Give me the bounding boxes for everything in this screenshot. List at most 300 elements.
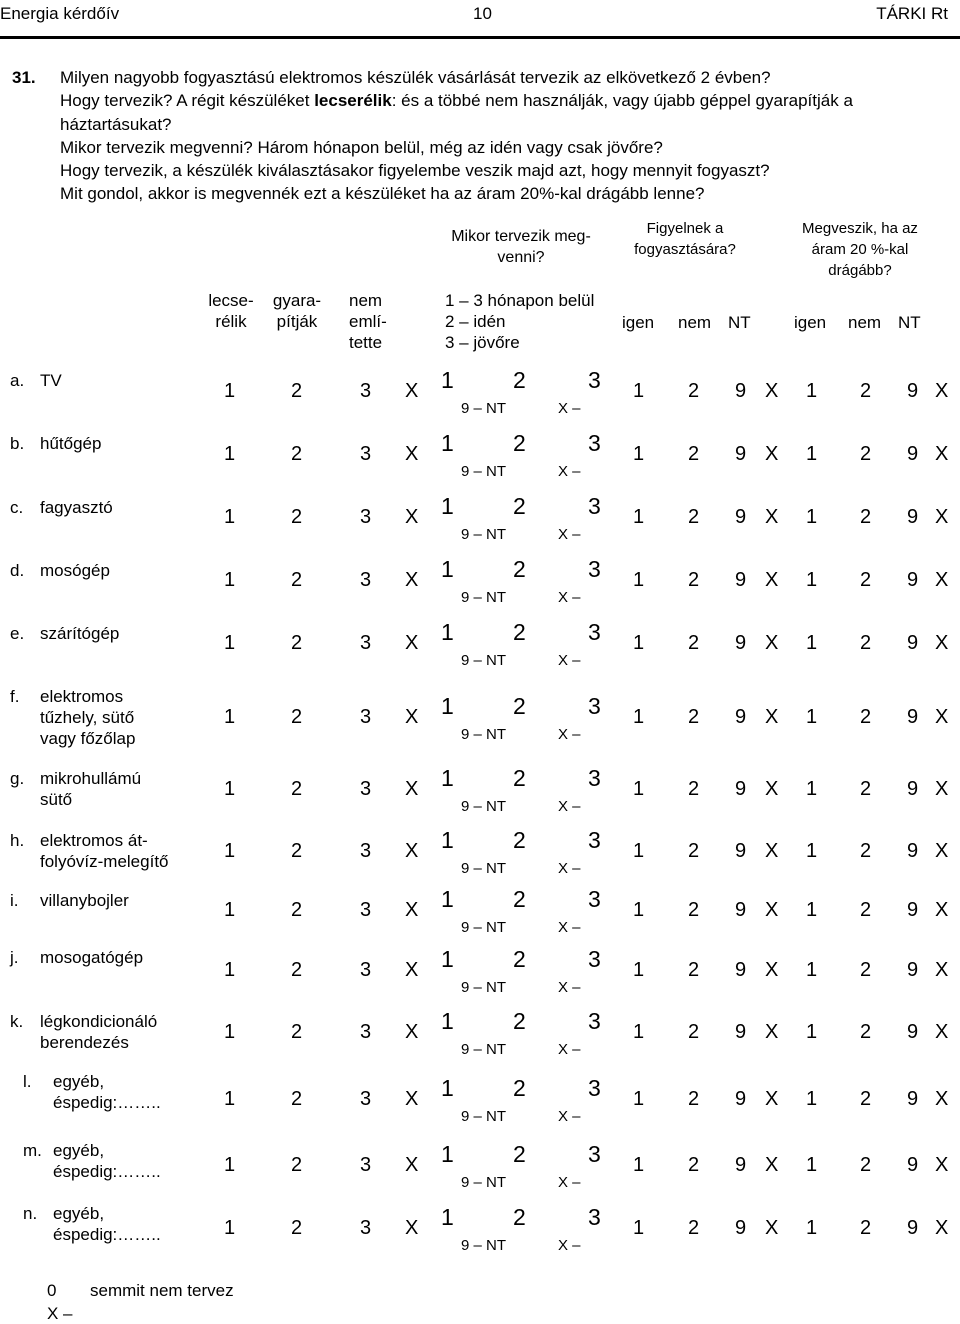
question-text (12, 66, 853, 206)
code-add[interactable]: 2 (291, 959, 303, 981)
when-code-3[interactable]: 3 (588, 493, 601, 519)
row-item-name: légkondicionáló (40, 1012, 158, 1031)
row-label-line (10, 768, 141, 789)
when-option: 2 – idén (445, 312, 506, 331)
col-header-line: Mikor tervezik meg- (451, 228, 591, 245)
when-code-x[interactable]: X – (558, 1108, 581, 1125)
code-replace[interactable]: 1 (224, 959, 236, 981)
when-code-x[interactable]: X – (558, 860, 581, 877)
consumption-code-x[interactable]: X (765, 899, 779, 921)
row-item-name: hűtőgép (40, 434, 102, 453)
row-letter: g. (10, 769, 25, 788)
code-not-mentioned[interactable]: 3 (360, 1088, 372, 1110)
col-header-line: rélik (215, 312, 247, 331)
when-code-nt[interactable]: 9 – NT (461, 860, 507, 877)
when-code-3[interactable]: 3 (588, 886, 601, 912)
col-header-pricier (780, 218, 940, 281)
when-code-1[interactable]: 1 (441, 556, 454, 582)
code-add[interactable]: 2 (291, 380, 303, 402)
question-line: Mit gondol, akkor is megvennék ezt a készüléket ha az áram 20%-kal drágább lenne? (60, 184, 705, 204)
consumption-code-nt[interactable]: 9 (735, 1154, 747, 1176)
row-label-line (10, 433, 101, 454)
when-code-3[interactable]: 3 (588, 1075, 601, 1101)
code-none[interactable]: X (405, 506, 419, 528)
code-replace[interactable]: 1 (224, 899, 236, 921)
code-none[interactable]: X (405, 1021, 419, 1043)
consumption-code-nt[interactable]: 9 (735, 959, 747, 981)
consumption-code-no[interactable]: 2 (688, 778, 700, 800)
consumption-code-x[interactable]: X (765, 1088, 779, 1110)
when-code-2[interactable]: 2 (513, 619, 526, 645)
pricier-code-no[interactable]: 2 (860, 569, 872, 591)
code-add[interactable]: 2 (291, 506, 303, 528)
code-none[interactable]: X (405, 380, 419, 402)
consumption-code-yes[interactable]: 1 (633, 443, 645, 465)
question-bold-word: lecserélik (314, 91, 392, 111)
code-replace[interactable]: 1 (224, 1154, 236, 1176)
row-letter: h. (10, 831, 25, 850)
when-code-3[interactable]: 3 (588, 1008, 601, 1034)
consumption-code-nt[interactable]: 9 (735, 840, 747, 862)
code-not-mentioned[interactable]: 3 (360, 569, 372, 591)
row-label (10, 947, 143, 968)
header-divider (0, 36, 960, 39)
when-code-3[interactable]: 3 (588, 1141, 601, 1167)
when-code-1[interactable]: 1 (441, 619, 454, 645)
when-code-1[interactable]: 1 (441, 946, 454, 972)
col-header-not-mentioned (333, 290, 419, 353)
when-code-2[interactable]: 2 (513, 430, 526, 456)
when-code-2[interactable]: 2 (513, 765, 526, 791)
when-code-3[interactable]: 3 (588, 765, 601, 791)
when-code-x[interactable]: X – (558, 726, 581, 743)
row-label-line (10, 830, 169, 851)
consumption-nt: NT (728, 313, 751, 332)
pricier-code-nt[interactable]: 9 (907, 632, 919, 654)
when-code-nt[interactable]: 9 – NT (461, 1174, 507, 1191)
pricier-code-x[interactable]: X (935, 632, 949, 654)
row-item-name: egyéb, (53, 1141, 105, 1160)
pricier-code-yes[interactable]: 1 (806, 1217, 818, 1239)
pricier-code-no[interactable]: 2 (860, 1154, 872, 1176)
pricier-code-x[interactable]: X (935, 778, 949, 800)
pricier-code-no[interactable]: 2 (860, 899, 872, 921)
pricier-code-no[interactable]: 2 (860, 632, 872, 654)
when-code-1[interactable]: 1 (441, 1008, 454, 1034)
pricier-code-yes[interactable]: 1 (806, 778, 818, 800)
code-replace[interactable]: 1 (224, 443, 236, 465)
pricier-no: nem (848, 313, 882, 332)
pricier-code-nt[interactable]: 9 (907, 1088, 919, 1110)
consumption-code-x[interactable]: X (765, 443, 779, 465)
consumption-code-yes[interactable]: 1 (633, 569, 645, 591)
when-code-nt[interactable]: 9 – NT (461, 726, 507, 743)
pricier-code-no[interactable]: 2 (860, 778, 872, 800)
col-header-line: drágább? (828, 262, 892, 279)
code-add[interactable]: 2 (291, 840, 303, 862)
code-none[interactable]: X (405, 959, 419, 981)
pricier-code-x[interactable]: X (935, 706, 949, 728)
when-code-1[interactable]: 1 (441, 886, 454, 912)
code-replace[interactable]: 1 (224, 1021, 236, 1043)
code-none[interactable]: X (405, 840, 419, 862)
pricier-code-yes[interactable]: 1 (806, 569, 818, 591)
code-replace[interactable]: 1 (224, 380, 236, 402)
consumption-code-nt[interactable]: 9 (735, 380, 747, 402)
pricier-code-no[interactable]: 2 (860, 706, 872, 728)
code-replace[interactable]: 1 (224, 1088, 236, 1110)
pricier-code-nt[interactable]: 9 (907, 1021, 919, 1043)
pricier-code-x[interactable]: X (935, 380, 949, 402)
code-not-mentioned[interactable]: 3 (360, 778, 372, 800)
consumption-code-x[interactable]: X (765, 506, 779, 528)
when-code-2[interactable]: 2 (513, 693, 526, 719)
code-none[interactable]: X (405, 632, 419, 654)
consumption-code-no[interactable]: 2 (688, 959, 700, 981)
code-none[interactable]: X (405, 778, 419, 800)
code-none[interactable]: X (405, 1154, 419, 1176)
consumption-code-x[interactable]: X (765, 706, 779, 728)
when-code-1[interactable]: 1 (441, 765, 454, 791)
when-code-1[interactable]: 1 (441, 1075, 454, 1101)
consumption-code-no[interactable]: 2 (688, 569, 700, 591)
question-line: Milyen nagyobb fogyasztású elektromos készülék vásárlását tervezik az elkövetkező 2 évben? (60, 68, 771, 87)
when-code-3[interactable]: 3 (588, 367, 601, 393)
code-replace[interactable]: 1 (224, 778, 236, 800)
when-code-1[interactable]: 1 (441, 367, 454, 393)
consumption-code-nt[interactable]: 9 (735, 706, 747, 728)
pricier-code-nt[interactable]: 9 (907, 380, 919, 402)
code-add[interactable]: 2 (291, 899, 303, 921)
code-replace[interactable]: 1 (224, 840, 236, 862)
when-code-nt[interactable]: 9 – NT (461, 589, 507, 606)
when-code-1[interactable]: 1 (441, 693, 454, 719)
when-code-nt[interactable]: 9 – NT (461, 526, 507, 543)
when-code-x[interactable]: X – (558, 979, 581, 996)
consumption-code-no[interactable]: 2 (688, 506, 700, 528)
when-code-nt[interactable]: 9 – NT (461, 652, 507, 669)
when-code-nt[interactable]: 9 – NT (461, 1237, 507, 1254)
pricier-code-nt[interactable]: 9 (907, 569, 919, 591)
when-code-1[interactable]: 1 (441, 1141, 454, 1167)
pricier-code-nt[interactable]: 9 (907, 1217, 919, 1239)
pricier-code-nt[interactable]: 9 (907, 899, 919, 921)
consumption-code-no[interactable]: 2 (688, 1088, 700, 1110)
code-not-mentioned[interactable]: 3 (360, 1217, 372, 1239)
pricier-code-yes[interactable]: 1 (806, 632, 818, 654)
pricier-code-yes[interactable]: 1 (806, 506, 818, 528)
when-code-1[interactable]: 1 (441, 1204, 454, 1230)
when-code-1[interactable]: 1 (441, 430, 454, 456)
col-header-line: lecse- (208, 291, 254, 310)
when-code-nt[interactable]: 9 – NT (461, 1041, 507, 1058)
pricier-code-x[interactable]: X (935, 840, 949, 862)
question-number: 31. (12, 68, 36, 87)
pricier-code-x[interactable]: X (935, 959, 949, 981)
consumption-code-no[interactable]: 2 (688, 1217, 700, 1239)
code-replace[interactable]: 1 (224, 1217, 236, 1239)
row-label-line (23, 1203, 161, 1224)
row-item-name: elektromos át- (40, 831, 148, 850)
consumption-code-nt[interactable]: 9 (735, 1217, 747, 1239)
when-code-2[interactable]: 2 (513, 946, 526, 972)
pricier-code-no[interactable]: 2 (860, 1088, 872, 1110)
row-item-name: mosogatógép (40, 948, 144, 967)
when-code-x[interactable]: X – (558, 1174, 581, 1191)
code-none[interactable]: X (405, 1217, 419, 1239)
row-letter: i. (10, 891, 19, 910)
consumption-code-yes[interactable]: 1 (633, 506, 645, 528)
consumption-code-no[interactable]: 2 (688, 1154, 700, 1176)
when-code-3[interactable]: 3 (588, 693, 601, 719)
row-label-line (10, 623, 119, 644)
pricier-code-no[interactable]: 2 (860, 380, 872, 402)
when-code-nt[interactable]: 9 – NT (461, 798, 507, 815)
pricier-code-x[interactable]: X (935, 1217, 949, 1239)
consumption-code-x[interactable]: X (765, 569, 779, 591)
legend-zero-text: semmit nem tervez (90, 1281, 234, 1300)
col-header-line: gyara- (272, 291, 322, 310)
code-add[interactable]: 2 (291, 778, 303, 800)
consumption-code-no[interactable]: 2 (688, 443, 700, 465)
consumption-code-x[interactable]: X (765, 959, 779, 981)
consumption-code-yes[interactable]: 1 (633, 1217, 645, 1239)
consumption-code-no[interactable]: 2 (688, 706, 700, 728)
when-code-nt[interactable]: 9 – NT (461, 1108, 507, 1125)
code-add[interactable]: 2 (291, 706, 303, 728)
col-header-when-options (445, 290, 594, 353)
consumption-code-x[interactable]: X (765, 1021, 779, 1043)
consumption-code-x[interactable]: X (765, 1217, 779, 1239)
when-code-x[interactable]: X – (558, 652, 581, 669)
code-not-mentioned[interactable]: 3 (360, 506, 372, 528)
code-add[interactable]: 2 (291, 1154, 303, 1176)
when-code-2[interactable]: 2 (513, 1075, 526, 1101)
consumption-code-yes[interactable]: 1 (633, 1154, 645, 1176)
code-not-mentioned[interactable]: 3 (360, 443, 372, 465)
consumption-code-nt[interactable]: 9 (735, 1088, 747, 1110)
when-code-x[interactable]: X – (558, 798, 581, 815)
code-add[interactable]: 2 (291, 1021, 303, 1043)
row-label-line (23, 1071, 161, 1092)
when-code-nt[interactable]: 9 – NT (461, 463, 507, 480)
consumption-code-yes[interactable]: 1 (633, 1088, 645, 1110)
header-left: Energia kérdőív (0, 4, 120, 23)
row-letter: m. (23, 1141, 42, 1160)
when-code-x[interactable]: X – (558, 589, 581, 606)
pricier-code-x[interactable]: X (935, 569, 949, 591)
consumption-code-x[interactable]: X (765, 380, 779, 402)
pricier-code-nt[interactable]: 9 (907, 1154, 919, 1176)
code-add[interactable]: 2 (291, 1217, 303, 1239)
pricier-code-yes[interactable]: 1 (806, 706, 818, 728)
consumption-code-nt[interactable]: 9 (735, 506, 747, 528)
code-none[interactable]: X (405, 569, 419, 591)
pricier-code-no[interactable]: 2 (860, 959, 872, 981)
pricier-code-nt[interactable]: 9 (907, 706, 919, 728)
consumption-code-yes[interactable]: 1 (633, 778, 645, 800)
when-code-1[interactable]: 1 (441, 493, 454, 519)
consumption-code-x[interactable]: X (765, 840, 779, 862)
when-code-x[interactable]: X – (558, 1041, 581, 1058)
consumption-code-yes[interactable]: 1 (633, 899, 645, 921)
consumption-code-no[interactable]: 2 (688, 632, 700, 654)
when-code-3[interactable]: 3 (588, 946, 601, 972)
col-header-line: nem (349, 291, 383, 310)
code-add[interactable]: 2 (291, 443, 303, 465)
row-item-name: egyéb, (53, 1204, 105, 1223)
code-not-mentioned[interactable]: 3 (360, 959, 372, 981)
row-label (10, 497, 113, 518)
when-code-x[interactable]: X – (558, 463, 581, 480)
col-header-line: pítják (276, 312, 318, 331)
pricier-code-no[interactable]: 2 (860, 443, 872, 465)
consumption-code-no[interactable]: 2 (688, 840, 700, 862)
when-code-x[interactable]: X – (558, 400, 581, 417)
pricier-yes: igen (794, 313, 827, 332)
when-code-3[interactable]: 3 (588, 619, 601, 645)
row-label-line: sütő (40, 790, 73, 809)
row-label-line: folyóvíz-melegítő (40, 852, 169, 871)
code-none[interactable]: X (405, 443, 419, 465)
code-none[interactable]: X (405, 706, 419, 728)
consumption-code-nt[interactable]: 9 (735, 1021, 747, 1043)
pricier-code-x[interactable]: X (935, 443, 949, 465)
row-label-line: éspedig:…….. (53, 1162, 161, 1181)
code-none[interactable]: X (405, 1088, 419, 1110)
consumption-code-yes[interactable]: 1 (633, 840, 645, 862)
pricier-code-nt[interactable]: 9 (907, 443, 919, 465)
when-code-x[interactable]: X – (558, 1237, 581, 1254)
code-not-mentioned[interactable]: 3 (360, 706, 372, 728)
when-code-2[interactable]: 2 (513, 556, 526, 582)
consumption-code-yes[interactable]: 1 (633, 959, 645, 981)
question-line: Mikor tervezik megvenni? Három hónapon belül, még az idén vagy csak jövőre? (60, 137, 663, 157)
row-label (10, 686, 135, 749)
pricier-code-no[interactable]: 2 (860, 506, 872, 528)
when-code-nt[interactable]: 9 – NT (461, 400, 507, 417)
when-code-2[interactable]: 2 (513, 827, 526, 853)
consumption-code-nt[interactable]: 9 (735, 443, 747, 465)
pricier-code-no[interactable]: 2 (860, 840, 872, 862)
code-replace[interactable]: 1 (224, 569, 236, 591)
when-code-3[interactable]: 3 (588, 430, 601, 456)
when-code-3[interactable]: 3 (588, 827, 601, 853)
pricier-code-x[interactable]: X (935, 506, 949, 528)
consumption-code-nt[interactable]: 9 (735, 569, 747, 591)
pricier-code-x[interactable]: X (935, 1154, 949, 1176)
when-code-2[interactable]: 2 (513, 493, 526, 519)
code-add[interactable]: 2 (291, 1088, 303, 1110)
row-item-name: mikrohullámú (40, 769, 142, 788)
pricier-code-yes[interactable]: 1 (806, 899, 818, 921)
col-header-line: áram 20 %-kal (811, 241, 909, 258)
header-right: TÁRKI Rt (876, 4, 948, 23)
pricier-code-x[interactable]: X (935, 1021, 949, 1043)
when-code-nt[interactable]: 9 – NT (461, 919, 507, 936)
pricier-code-yes[interactable]: 1 (806, 840, 818, 862)
code-not-mentioned[interactable]: 3 (360, 840, 372, 862)
row-letter: l. (23, 1072, 32, 1091)
consumption-code-no[interactable]: 2 (688, 380, 700, 402)
when-code-x[interactable]: X – (558, 919, 581, 936)
pricier-code-yes[interactable]: 1 (806, 959, 818, 981)
row-letter: c. (10, 498, 24, 517)
row-label-line (10, 1011, 157, 1032)
when-code-2[interactable]: 2 (513, 367, 526, 393)
pricier-code-yes[interactable]: 1 (806, 1088, 818, 1110)
when-code-2[interactable]: 2 (513, 1204, 526, 1230)
consumption-code-yes[interactable]: 1 (633, 380, 645, 402)
code-replace[interactable]: 1 (224, 632, 236, 654)
consumption-code-yes[interactable]: 1 (633, 706, 645, 728)
consumption-code-nt[interactable]: 9 (735, 632, 747, 654)
pricier-code-yes[interactable]: 1 (806, 1021, 818, 1043)
when-code-2[interactable]: 2 (513, 1008, 526, 1034)
row-label-line: berendezés (40, 1033, 129, 1052)
pricier-code-nt[interactable]: 9 (907, 506, 919, 528)
row-item-name: fagyasztó (40, 498, 113, 517)
when-code-3[interactable]: 3 (588, 556, 601, 582)
when-code-nt[interactable]: 9 – NT (461, 979, 507, 996)
code-not-mentioned[interactable]: 3 (360, 1154, 372, 1176)
consumption-code-no[interactable]: 2 (688, 1021, 700, 1043)
row-label-line (10, 686, 135, 707)
consumption-code-yes[interactable]: 1 (633, 1021, 645, 1043)
code-add[interactable]: 2 (291, 632, 303, 654)
code-none[interactable]: X (405, 899, 419, 921)
code-not-mentioned[interactable]: 3 (360, 380, 372, 402)
code-add[interactable]: 2 (291, 569, 303, 591)
when-code-1[interactable]: 1 (441, 827, 454, 853)
pricier-code-yes[interactable]: 1 (806, 443, 818, 465)
pricier-code-no[interactable]: 2 (860, 1021, 872, 1043)
pricier-code-x[interactable]: X (935, 1088, 949, 1110)
code-not-mentioned[interactable]: 3 (360, 899, 372, 921)
code-replace[interactable]: 1 (224, 506, 236, 528)
row-label-line: vagy főzőlap (40, 729, 136, 748)
pricier-code-yes[interactable]: 1 (806, 1154, 818, 1176)
pricier-code-yes[interactable]: 1 (806, 380, 818, 402)
row-letter: j. (10, 948, 19, 967)
when-code-3[interactable]: 3 (588, 1204, 601, 1230)
code-replace[interactable]: 1 (224, 706, 236, 728)
question-line: Hogy tervezik, a készülék kiválasztásakor figyelembe veszik majd azt, hogy mennyit fogyaszt? (60, 161, 770, 181)
when-code-x[interactable]: X – (558, 526, 581, 543)
consumption-code-yes[interactable]: 1 (633, 632, 645, 654)
pricier-code-nt[interactable]: 9 (907, 959, 919, 981)
consumption-code-nt[interactable]: 9 (735, 778, 747, 800)
pricier-code-x[interactable]: X (935, 899, 949, 921)
row-item-name: egyéb, (53, 1072, 105, 1091)
consumption-code-x[interactable]: X (765, 632, 779, 654)
when-code-2[interactable]: 2 (513, 1141, 526, 1167)
pricier-code-no[interactable]: 2 (860, 1217, 872, 1239)
consumption-code-nt[interactable]: 9 (735, 899, 747, 921)
consumption-code-x[interactable]: X (765, 1154, 779, 1176)
consumption-code-x[interactable]: X (765, 778, 779, 800)
pricier-code-nt[interactable]: 9 (907, 840, 919, 862)
code-not-mentioned[interactable]: 3 (360, 632, 372, 654)
row-letter: a. (10, 371, 25, 390)
code-not-mentioned[interactable]: 3 (360, 1021, 372, 1043)
when-code-2[interactable]: 2 (513, 886, 526, 912)
pricier-code-nt[interactable]: 9 (907, 778, 919, 800)
row-item-name: TV (40, 371, 62, 390)
consumption-code-no[interactable]: 2 (688, 899, 700, 921)
row-label-line (10, 890, 129, 911)
row-label-line (10, 370, 62, 391)
